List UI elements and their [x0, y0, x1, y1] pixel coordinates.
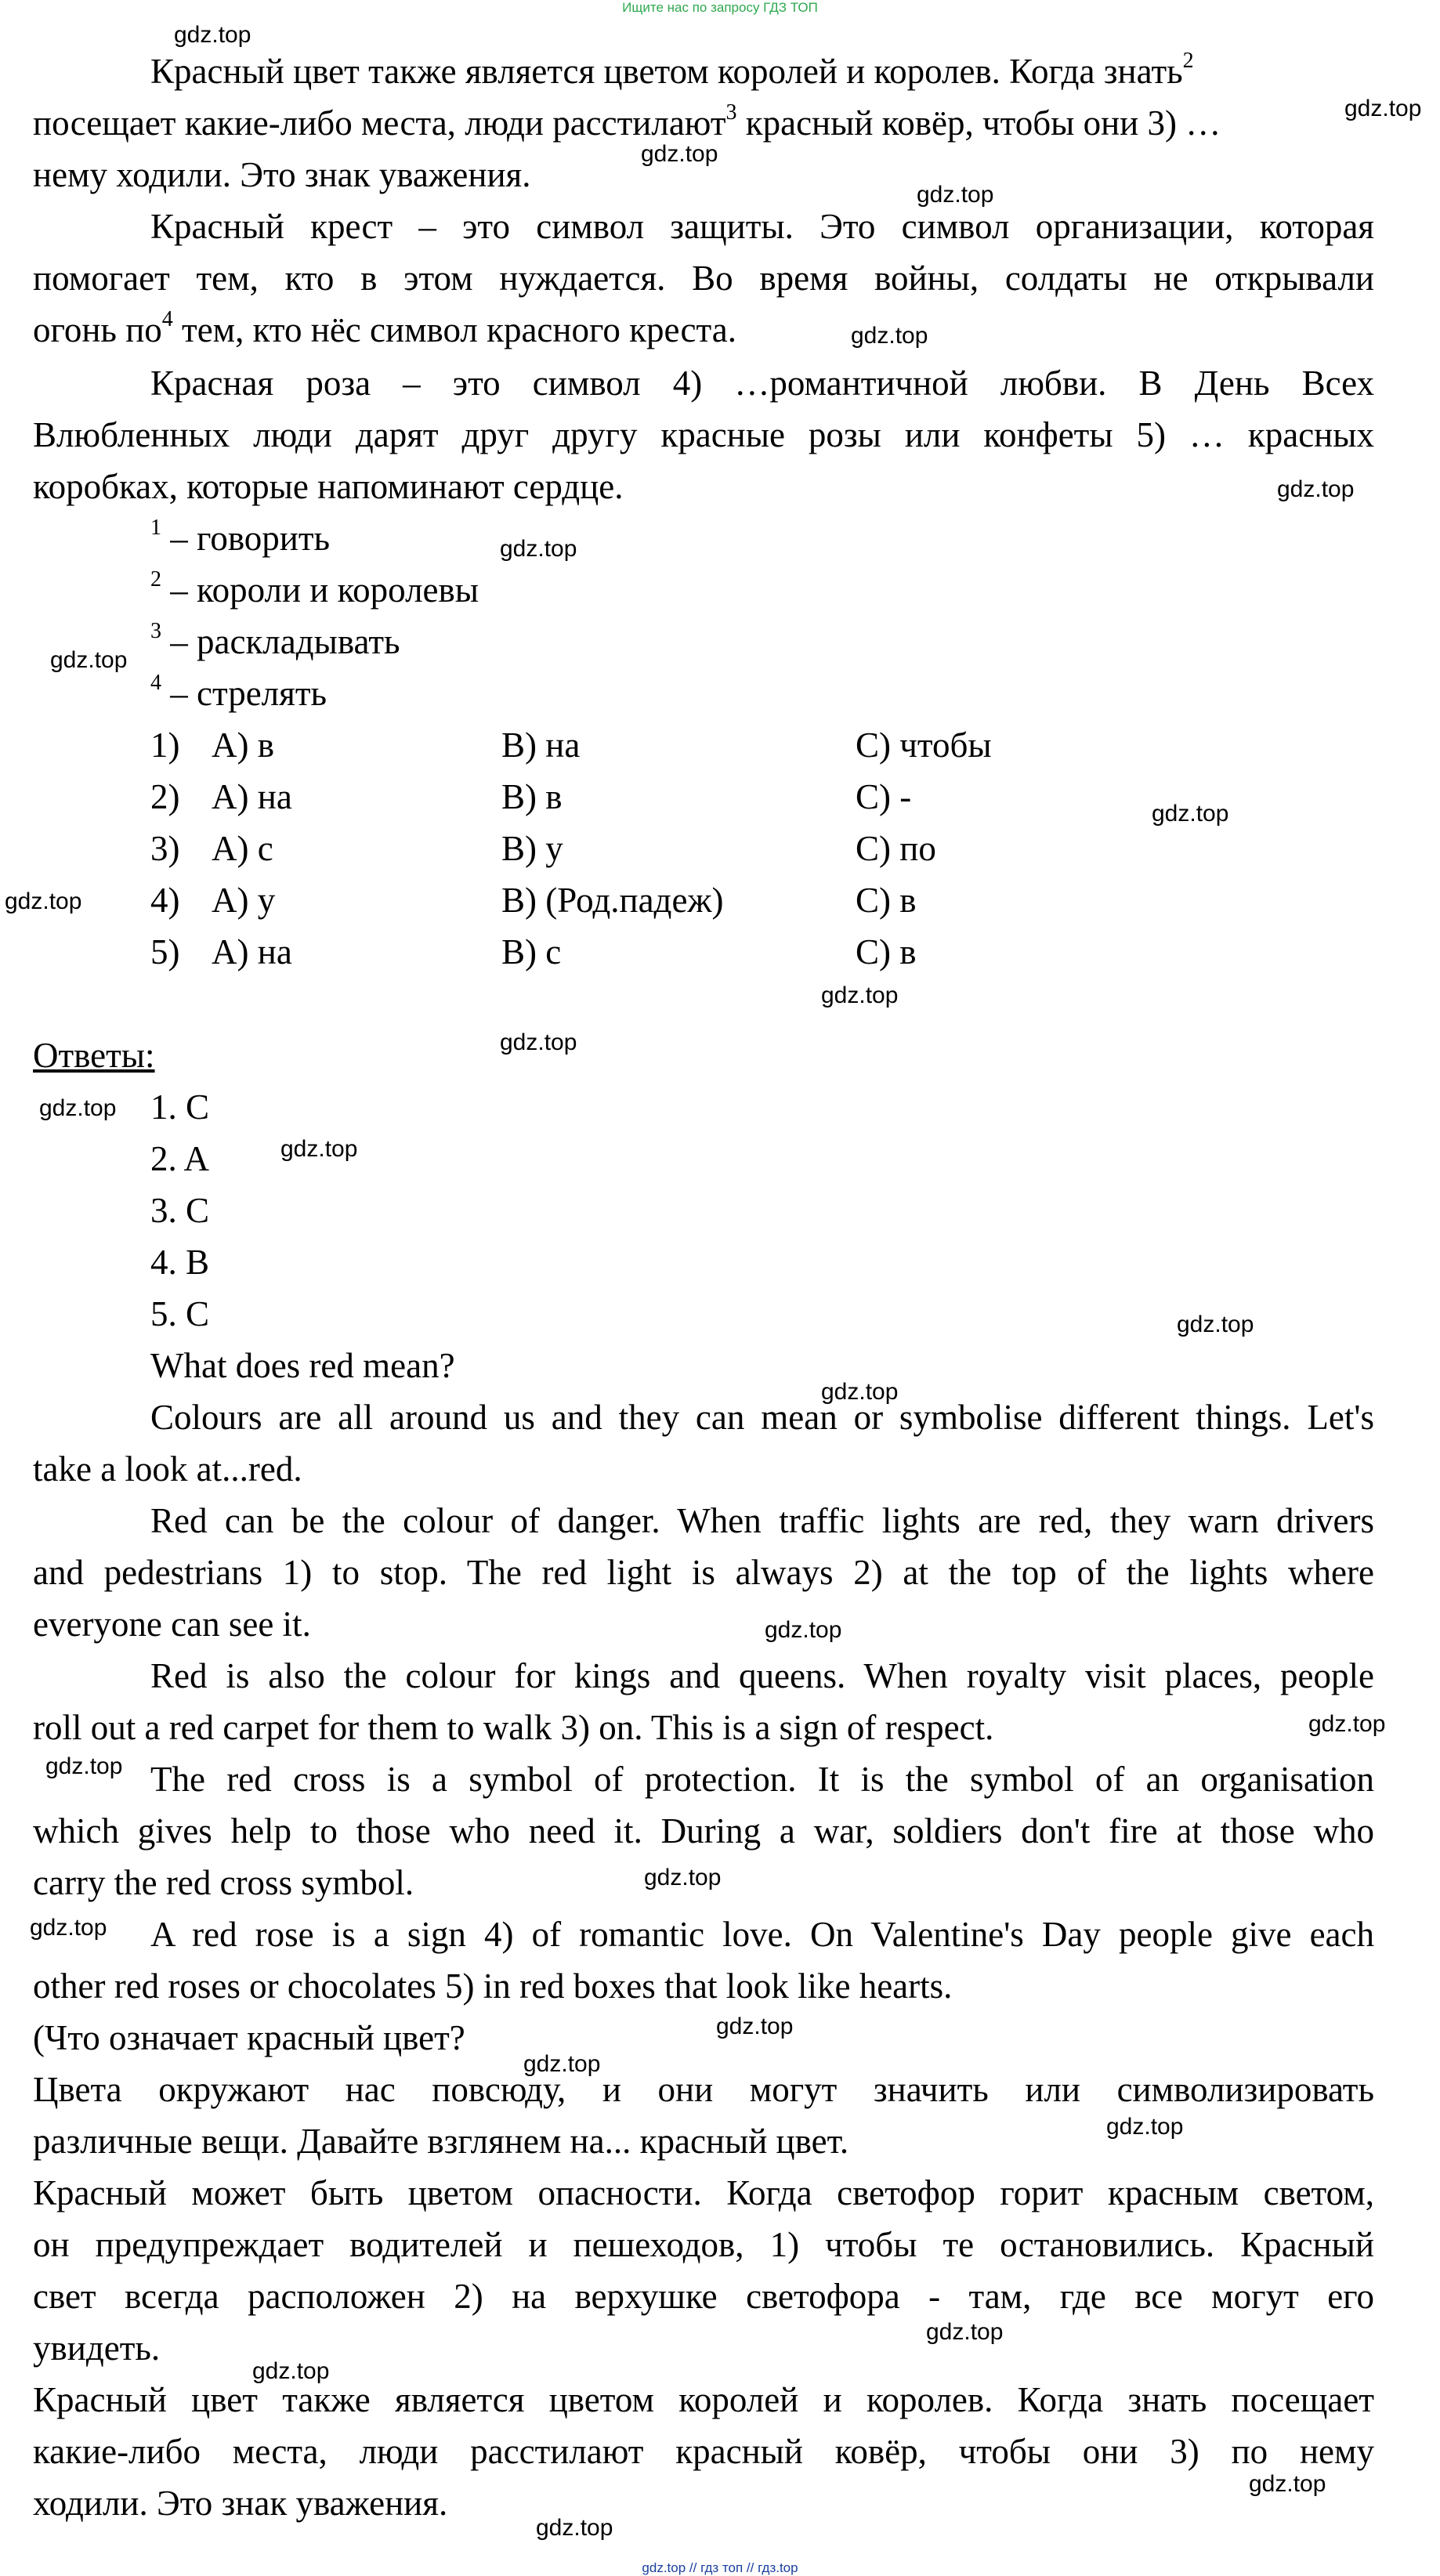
- watermark: gdz.top: [252, 2358, 330, 2384]
- option-b: B) у: [501, 829, 563, 868]
- answer-item: 3. C: [150, 1191, 210, 1230]
- watermark: gdz.top: [821, 1379, 899, 1405]
- watermark: gdz.top: [641, 141, 718, 167]
- watermark: gdz.top: [280, 1136, 358, 1162]
- ru-p1-line1: [150, 50, 1194, 92]
- watermark: gdz.top: [45, 1753, 123, 1779]
- footnote-ref-4: 4: [161, 307, 173, 331]
- option-number: 2): [150, 777, 180, 816]
- ru-p2-line3-text-a: огонь по: [33, 310, 162, 349]
- footnote-text: – раскладывать: [161, 622, 400, 661]
- footnote-num: 4: [150, 671, 161, 695]
- translation-title: (Что означает красный цвет?: [33, 2018, 465, 2057]
- watermark: gdz.top: [644, 1865, 722, 1890]
- translation-p1-line1: Цвета окружают нас повсюду, и они могут значить или символизировать: [33, 2070, 1374, 2109]
- option-b: B) (Род.падеж): [501, 881, 724, 920]
- watermark: gdz.top: [1308, 1711, 1386, 1737]
- top-search-link[interactable]: Ищите нас по запросу ГДЗ ТОП: [622, 0, 818, 15]
- ru-p2-line2: помогает тем, кто в этом нуждается. Во время войны, солдаты не открывали: [33, 259, 1374, 298]
- translation-p2-line4: увидеть.: [33, 2328, 161, 2368]
- watermark: gdz.top: [765, 1617, 842, 1643]
- watermark: gdz.top: [1152, 801, 1229, 827]
- en-p5-line2: other red roses or chocolates 5) in red boxes that look like hearts.: [33, 1966, 953, 2006]
- watermark: gdz.top: [917, 182, 994, 208]
- option-a: A) на: [212, 777, 292, 816]
- footnote-ref-2: 2: [1182, 49, 1194, 73]
- watermark: gdz.top: [1249, 2471, 1326, 2497]
- option-c: C) по: [856, 829, 936, 868]
- footnote-2: [150, 569, 479, 611]
- watermark: gdz.top: [716, 2013, 794, 2039]
- ru-p3-line2: Влюбленных люди дарят друг другу красные розы или конфеты 5) … красных: [33, 415, 1374, 454]
- translation-p2-line1: Красный может быть цветом опасности. Когда светофор горит красным светом,: [33, 2173, 1374, 2212]
- ru-p1-line2: [33, 102, 1221, 144]
- watermark: gdz.top: [536, 2515, 613, 2541]
- option-a: A) у: [212, 881, 276, 920]
- ru-p3-line3: коробках, которые напоминают сердце.: [33, 467, 624, 506]
- watermark: gdz.top: [500, 536, 577, 562]
- watermark: gdz.top: [5, 888, 82, 914]
- en-p3-line2: roll out a red carpet for them to walk 3) on. This is a sign of respect.: [33, 1708, 994, 1747]
- footnote-num: 1: [150, 516, 161, 540]
- watermark: gdz.top: [39, 1095, 117, 1121]
- watermark: gdz.top: [1277, 476, 1355, 502]
- watermark: gdz.top: [821, 982, 899, 1008]
- en-p1-line2: take a look at...red.: [33, 1449, 302, 1489]
- ru-p1-line2-text-a: посещает какие-либо места, люди расстилают: [33, 103, 726, 143]
- en-title: What does red mean?: [150, 1346, 455, 1385]
- watermark: gdz.top: [500, 1029, 577, 1055]
- en-p4-line1: The red cross is a symbol of protection. It is the symbol of an organisation: [150, 1760, 1374, 1799]
- option-b: B) на: [501, 725, 581, 765]
- option-c: C) чтобы: [856, 725, 992, 765]
- watermark: gdz.top: [523, 2051, 601, 2077]
- footnote-ref-3: 3: [725, 100, 737, 125]
- option-number: 3): [150, 829, 180, 868]
- answer-item: 5. C: [150, 1294, 210, 1333]
- option-a: A) на: [212, 932, 292, 971]
- ru-p1-line3: нему ходили. Это знак уважения.: [33, 155, 531, 194]
- ru-p2-line1: Красный крест – это символ защиты. Это символ организации, которая: [150, 207, 1374, 246]
- footnote-1: [150, 517, 330, 559]
- translation-p1-line2: различные вещи. Давайте взглянем на... красный цвет.: [33, 2122, 849, 2161]
- en-p4-line2: which gives help to those who need it. During a war, soldiers don't fire at those who: [33, 1811, 1374, 1851]
- footnote-text: – говорить: [161, 519, 331, 558]
- footnote-num: 2: [150, 567, 161, 592]
- option-number: 4): [150, 881, 180, 920]
- answer-item: 4. B: [150, 1243, 210, 1282]
- watermark: gdz.top: [30, 1915, 107, 1941]
- answers-title: Ответы:: [33, 1036, 155, 1075]
- ru-p2-line3-text-b: тем, кто нёс символ красного креста.: [172, 310, 736, 349]
- footnote-3: [150, 620, 400, 663]
- watermark: gdz.top: [174, 22, 251, 48]
- option-c: C) -: [856, 777, 912, 816]
- watermark: gdz.top: [1177, 1312, 1254, 1337]
- footnote-text: – короли и королевы: [161, 570, 479, 610]
- translation-p3-line2: какие-либо места, люди расстилают красный ковёр, чтобы они 3) по нему: [33, 2432, 1374, 2471]
- option-number: 5): [150, 932, 180, 971]
- translation-p3-line3: ходили. Это знак уважения.: [33, 2484, 448, 2523]
- footnote-4: [150, 672, 327, 715]
- en-p5-line1: A red rose is a sign 4) of romantic love. On Valentine's Day people give each: [150, 1915, 1374, 1954]
- watermark: gdz.top: [1344, 96, 1422, 121]
- option-c: C) в: [856, 881, 917, 920]
- answer-item: 1. C: [150, 1087, 210, 1127]
- ru-p3-line1: Красная роза – это символ 4) …романтичной любви. В День Всех: [150, 364, 1374, 403]
- en-p2-line3: everyone can see it.: [33, 1605, 311, 1644]
- watermark: gdz.top: [50, 647, 128, 673]
- ru-p2-line3: [33, 309, 736, 351]
- ru-p1-line1-text: Красный цвет также является цветом королей и королев. Когда знать: [150, 52, 1183, 91]
- en-p2-line1: Red can be the colour of danger. When traffic lights are red, they warn drivers: [150, 1501, 1374, 1540]
- watermark: gdz.top: [926, 2319, 1004, 2345]
- option-b: B) с: [501, 932, 562, 971]
- footer-links[interactable]: gdz.top // гдз топ // гдз.top: [642, 2560, 798, 2575]
- option-number: 1): [150, 725, 180, 765]
- en-p2-line2: and pedestrians 1) to stop. The red light is always 2) at the top of the lights where: [33, 1553, 1374, 1592]
- footnote-num: 3: [150, 619, 161, 643]
- option-a: A) в: [212, 725, 274, 765]
- watermark: gdz.top: [851, 323, 928, 349]
- en-p3-line1: Red is also the colour for kings and queens. When royalty visit places, people: [150, 1656, 1374, 1695]
- translation-p3-line1: Красный цвет также является цветом королей и королев. Когда знать посещает: [33, 2380, 1374, 2419]
- watermark: gdz.top: [1106, 2114, 1184, 2140]
- footnote-text: – стрелять: [161, 674, 327, 713]
- option-c: C) в: [856, 932, 917, 971]
- answer-item: 2. A: [150, 1139, 210, 1178]
- translation-p2-line3: свет всегда расположен 2) на верхушке светофора - там, где все могут его: [33, 2277, 1374, 2316]
- translation-p2-line2: он предупреждает водителей и пешеходов, 1) чтобы те остановились. Красный: [33, 2225, 1374, 2264]
- en-p4-line3: carry the red cross symbol.: [33, 1863, 414, 1902]
- option-b: B) в: [501, 777, 563, 816]
- en-p1-line1: Colours are all around us and they can mean or symbolise different things. Let's: [150, 1398, 1374, 1437]
- ru-p1-line2-text-b: красный ковёр, чтобы они 3) …: [736, 103, 1221, 143]
- option-a: A) с: [212, 829, 273, 868]
